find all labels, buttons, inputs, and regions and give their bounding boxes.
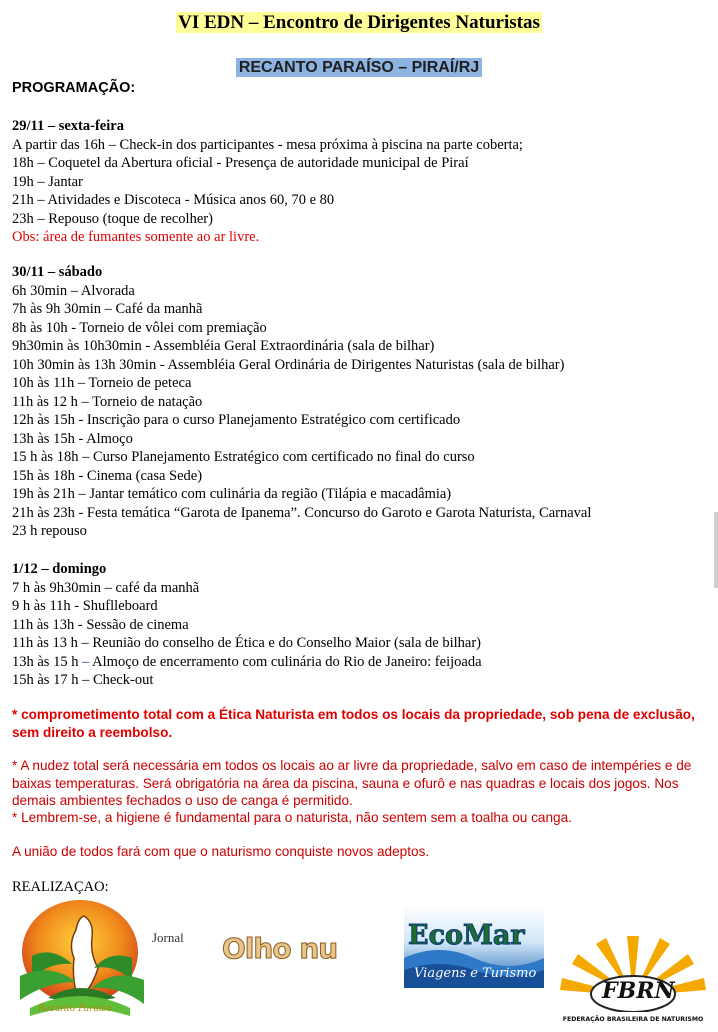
schedule-item: 15h às 17 h – Check-out [12,672,154,688]
schedule-item-time: 13h às 15 h [12,653,83,670]
schedule-item: 10h às 11h – Torneio de peteca [12,375,192,391]
jornal-label: Jornal [152,930,184,945]
schedule-item: A partir das 16h – Check-in dos participantes - mesa próxima à piscina na parte coberta; [12,136,523,153]
schedule-item: 15 h às 18h – Curso Planejamento Estratégico com certificado no final do curso [12,449,475,465]
ecomar-tagline: Viagens e Turismo [414,966,537,981]
schedule-item: 9h30min às 10h30min - Assembléia Geral Extraordinária (sala de bilhar) [12,338,435,354]
union-note: A união de todos fará com que o naturismo conquiste novos adeptos. [12,844,430,859]
schedule-item: 23 h repouso [12,523,87,539]
schedule-item: 11h às 13h - Sessão de cinema [12,616,189,633]
schedule-item: 23h – Repouso (toque de recolher) [12,210,213,227]
fbrn-abbr: FBRN [602,978,675,1004]
schedule-item: 12h às 15h - Inscrição para o curso Planejamento Estratégico com certificado [12,412,461,428]
recanto-paraiso-logo [12,896,152,1026]
realizacao-label: REALIZAÇAO: [12,879,109,895]
venue-title-text: RECANTO PARAÍSO – PIRAÍ/RJ [236,58,482,77]
ecomar-logo [404,906,544,988]
schedule-item-text: Almoço de encerramento com culinária do Rio de Janeiro: feijoada [89,653,482,670]
schedule-item: 10h 30min às 13h 30min - Assembléia Geral Ordinária de Dirigentes Naturistas (sala de bilhar) [12,356,565,373]
event-title-text: VI EDN – Encontro de Dirigentes Naturistas [178,12,540,33]
smoking-note: Obs: área de fumantes somente ao ar livre. [12,229,260,245]
schedule-item: 19h às 21h – Jantar temático com culinária da região (Tilápia e macadâmia) [12,486,452,502]
day-heading: 1/12 – domingo [12,561,107,577]
schedule-item: 15h às 18h - Cinema (casa Sede) [12,467,203,484]
schedule-item-dash: – [82,653,90,670]
schedule-item: 7h às 9h 30min – Café da manhã [12,301,203,317]
schedule-item: 13h às 15h - Almoço [12,430,133,447]
schedule-item: 7 h às 9h30min – café da manhã [12,579,200,596]
schedule-item: 19h – Jantar [12,173,83,190]
scrollbar-thumb[interactable] [714,512,718,588]
program-label: PROGRAMAÇÃO: [12,80,136,96]
schedule-item: 8h às 10h - Torneio de vôlei com premiação [12,319,267,336]
schedule-item: 6h 30min – Alvorada [12,282,135,299]
venue-title [0,59,718,77]
day-section-saturday [12,263,591,541]
schedule-item: 21h – Atividades e Discoteca - Música anos 60, 70 e 80 [12,192,335,208]
day-section-friday [12,117,523,247]
schedule-item [12,653,482,672]
ecomar-name: EcoMar [408,920,525,951]
schedule-item: 11h às 13 h – Reunião do conselho de Ética e do Conselho Maior (sala de bilhar) [12,635,481,651]
day-heading: 30/11 – sábado [12,264,103,280]
schedule-item: 21h às 23h - Festa temática “Garota de Ipanema”. Concurso do Garoto e Garota Naturista, Carnaval [12,504,592,521]
olho-nu-logo [152,930,402,970]
day-section-sunday [12,560,482,690]
event-title [0,12,718,34]
schedule-item: 9 h às 11h - Shuflleboard [12,598,158,614]
schedule-item: 11h às 12 h – Torneio de natação [12,393,203,410]
hygiene-note: * Lembrem-se, a higiene é fundamental para o naturista, não sentem sem a toalha ou canga. [12,810,572,825]
schedule-item: 18h – Coquetel da Abertura oficial - Presença de autoridade municipal de Piraí [12,155,469,171]
nudity-note: * A nudez total será necessária em todos os locais ao ar livre da propriedade, salvo em caso de intempéries e de baixas temperaturas. Será obrigatória na área da piscina, sauna e ofurô e nas quadras e locais dos jogos. Nos demais ambientes fechados o uso de canga é permitido. [12,758,692,808]
ethics-warning: * comprometimento total com a Ética Naturista em todos os locais da propriedade, sob pena de exclusão, sem direito a reembolso. [12,707,695,740]
fbrn-logo [556,932,710,1028]
recanto-logo-text: Recanto Paraíso [38,1004,112,1014]
day-heading: 29/11 – sexta-feira [12,118,124,134]
olho-nu-name: Olho nu [222,932,338,965]
fbrn-full-name: FEDERAÇÃO BRASILEIRA DE NATURISMO [562,1016,704,1023]
